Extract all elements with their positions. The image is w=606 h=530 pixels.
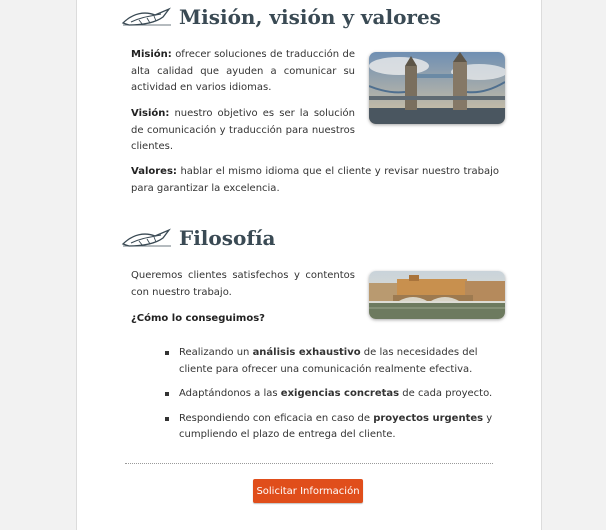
- vision-paragraph: [131, 106, 355, 156]
- valores-paragraph: [131, 164, 499, 197]
- list-item: Respondiendo con eficacia en caso de proyectos urgentes y cumpliendo el plazo de entrega del cliente.: [131, 411, 511, 444]
- filosofia-question: ¿Cómo lo conseguimos?: [131, 313, 265, 324]
- mision-text: ofrecer soluciones de traducción de alta calidad que ayuden a comunicar su actividad en varios idiomas.: [131, 49, 355, 93]
- section-title: Filosofía: [179, 226, 276, 250]
- list-item: Realizando un análisis exhaustivo de las necesidades del cliente para ofrecer una comunicación realmente efectiva.: [131, 345, 511, 378]
- content-panel: [76, 0, 542, 530]
- filosofia-intro: Queremos clientes satisfechos y contentos con nuestro trabajo.: [131, 270, 355, 298]
- vision-text: nuestro objetivo es ser la solución de comunicación y traducción para nuestros clientes.: [131, 108, 355, 152]
- filosofia-bullet-list: [131, 345, 511, 452]
- bullet-icon: [165, 417, 169, 421]
- valores-label: Valores:: [131, 166, 177, 177]
- dotted-divider: [125, 463, 493, 464]
- tower-bridge-photo: [369, 52, 505, 124]
- quill-logo-icon: [121, 5, 173, 29]
- section-heading-filosofia: [121, 226, 276, 250]
- request-info-button[interactable]: Solicitar Información: [253, 479, 363, 503]
- vision-label: Visión:: [131, 108, 170, 119]
- mision-label: Misión:: [131, 49, 172, 60]
- bullet-icon: [165, 351, 169, 355]
- quill-logo-icon: [121, 226, 173, 250]
- mision-paragraph: [131, 47, 355, 97]
- ponte-vecchio-photo: [369, 271, 505, 319]
- section-title: Misión, visión y valores: [179, 5, 441, 29]
- valores-text: hablar el mismo idioma que el cliente y revisar nuestro trabajo para garantizar la excelencia.: [131, 166, 499, 194]
- bullet-icon: [165, 392, 169, 396]
- list-item: Adaptándonos a las exigencias concretas de cada proyecto.: [131, 386, 511, 403]
- section-heading-mision: [121, 5, 441, 29]
